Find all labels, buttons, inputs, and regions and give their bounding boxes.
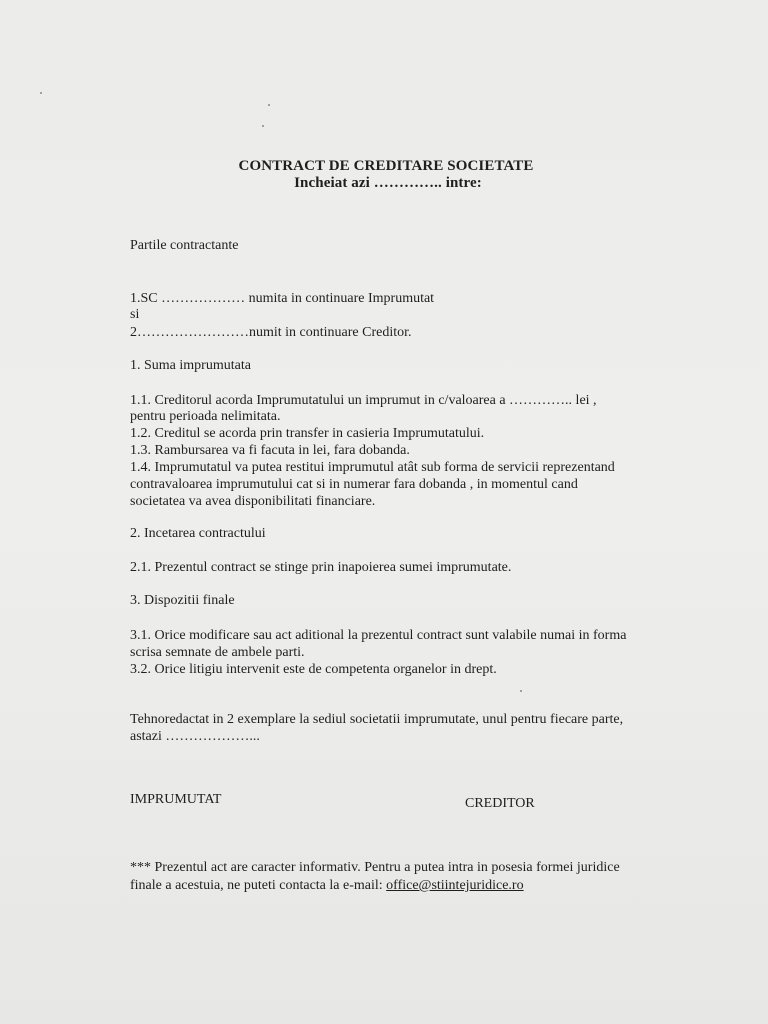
scan-speck: [40, 92, 42, 94]
section-1-heading: 1. Suma imprumutata: [130, 358, 251, 373]
clause-1-2: 1.2. Creditul se acorda prin transfer in casieria Imprumutatului.: [130, 426, 485, 441]
clause-2-1: 2.1. Prezentul contract se stinge prin inapoierea sumei imprumutate.: [130, 560, 512, 575]
section-2-heading: 2. Incetarea contractului: [130, 526, 266, 541]
footer-note: *** Prezentul act are caracter informativ. Pentru a putea intra in posesia formei juridice: [130, 860, 620, 875]
section-3-heading: 3. Dispozitii finale: [130, 593, 235, 608]
party-borrower: 1.SC ……………… numita in continuare Imprumutat: [130, 291, 435, 306]
clause-1-1: 1.1. Creditorul acorda Imprumutatului un imprumut in c/valoarea a ………….. lei ,: [130, 393, 597, 408]
clause-1-4-cont2: societatea va avea disponibilitati financiare.: [130, 494, 376, 509]
footer-contact-text: finale a acestuia, ne puteti contacta la e-mail:: [130, 878, 387, 893]
document-title: CONTRACT DE CREDITARE SOCIETATE: [238, 158, 534, 174]
clause-1-1-cont: pentru perioada nelimitata.: [130, 409, 281, 424]
clause-1-3: 1.3. Rambursarea va fi facuta in lei, fara dobanda.: [130, 443, 410, 458]
document-subtitle: Incheiat azi ………….. intre:: [294, 175, 482, 191]
email-link[interactable]: office@stiintejuridice.ro: [386, 878, 524, 893]
party-conjunction: si: [130, 307, 140, 322]
signature-borrower-label: IMPRUMUTAT: [130, 792, 222, 807]
clause-3-1: 3.1. Orice modificare sau act aditional la prezentul contract sunt valabile numai in forma: [130, 628, 627, 643]
signature-creditor-label: CREDITOR: [465, 796, 535, 811]
scan-speck: [520, 690, 522, 692]
clause-1-4: 1.4. Imprumutatul va putea restitui imprumutul atât sub forma de servicii reprezentand: [130, 460, 615, 475]
party-creditor: 2……………………numit in continuare Creditor.: [130, 325, 412, 340]
footer-contact: [130, 878, 524, 894]
parties-heading: Partile contractante: [130, 238, 239, 253]
clause-3-1-cont: scrisa semnate de ambele parti.: [130, 645, 305, 660]
closing-date: astazi ………………...: [130, 729, 260, 744]
scan-speck: [262, 125, 264, 127]
clause-3-2: 3.2. Orice litigiu intervenit este de competenta organelor in drept.: [130, 662, 497, 677]
closing-text: Tehnoredactat in 2 exemplare la sediul societatii imprumutate, unul pentru fiecare parte,: [130, 712, 624, 727]
clause-1-4-cont: contravaloarea imprumutului cat si in numerar fara dobanda , in momentul cand: [130, 477, 578, 492]
scan-speck: [268, 104, 270, 106]
